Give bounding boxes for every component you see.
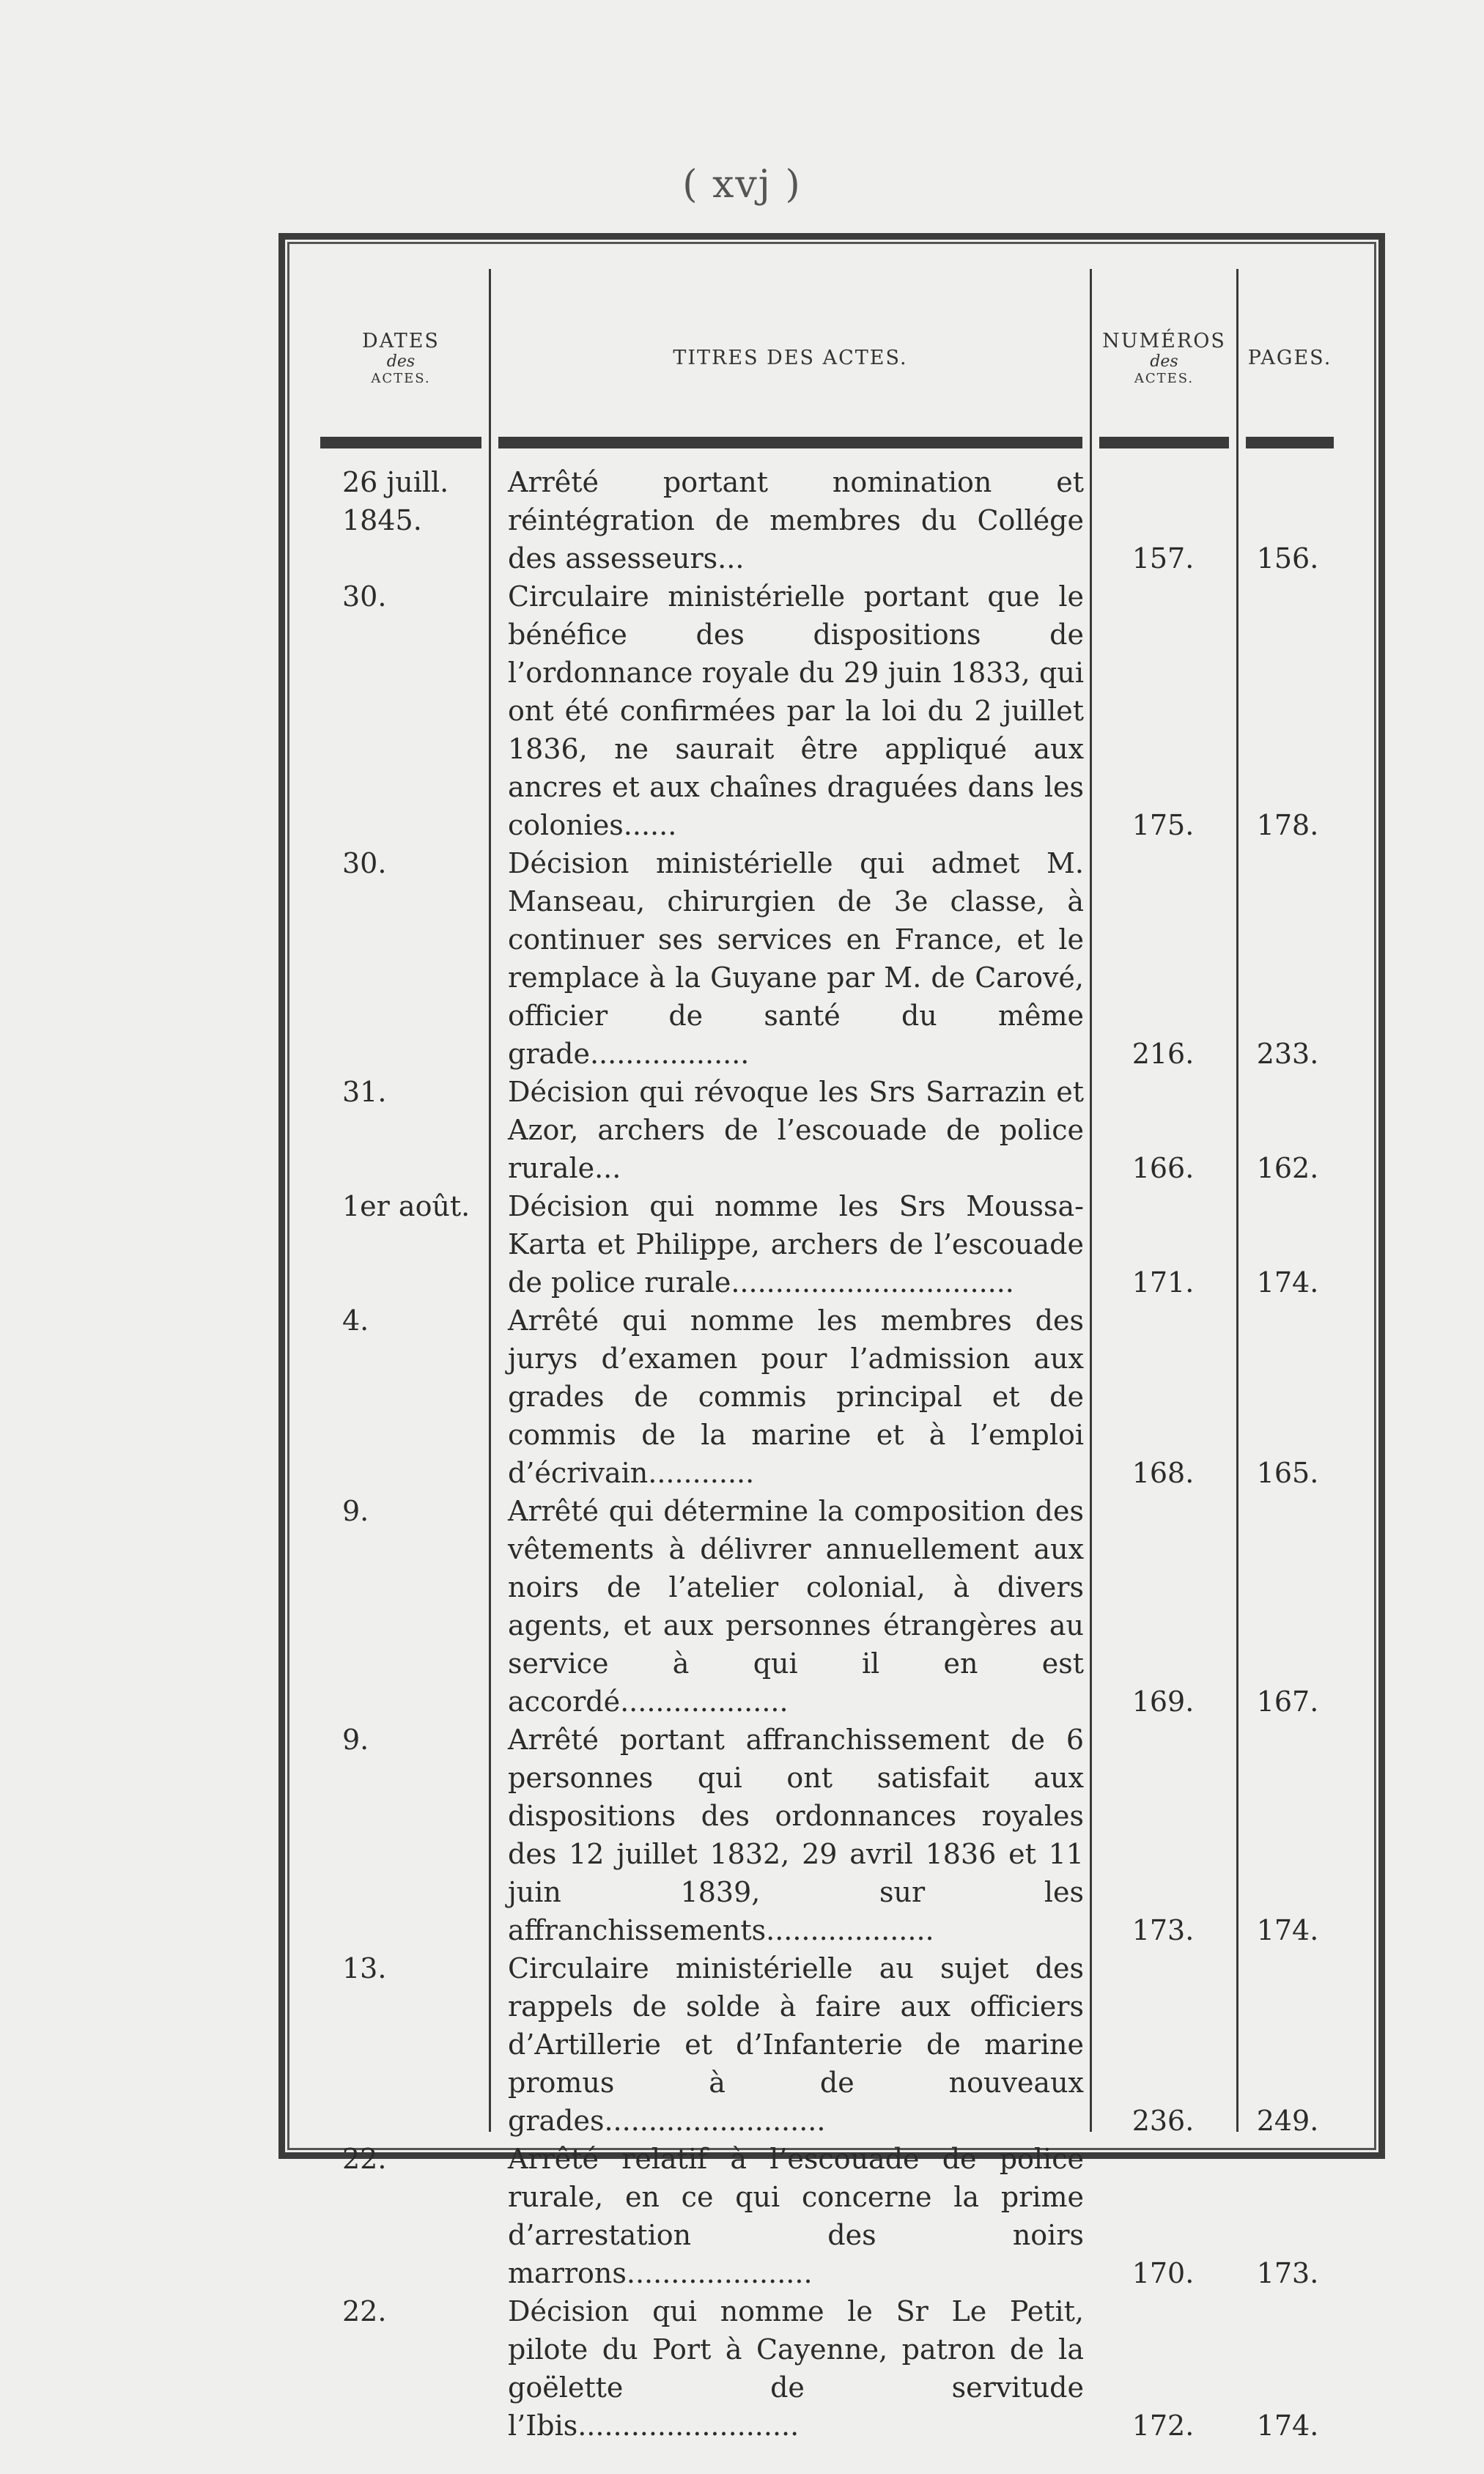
row-date-line: 22. (342, 2295, 387, 2327)
row-date-line: 13. (342, 1952, 387, 1984)
row-act-number: 173. (1132, 1914, 1195, 1946)
row-date-line: 31. (342, 1076, 387, 1108)
row-page-number: 174. (1256, 2410, 1319, 2442)
row-page-number: 162. (1256, 1152, 1319, 1184)
row-title: Décision qui révoque les Srs Sarrazin et Azor, archers de l’escouade de police rurale... (508, 1076, 1084, 1184)
row-title: Circulaire ministérielle au sujet des rappels de solde à faire aux officiers d’Artillerie et d’Infanterie de marine promus à de nouveaux grades......................... (508, 1952, 1084, 2137)
row-date-line: 22. (342, 2143, 387, 2175)
row-title: Décision ministérielle qui admet M. Manseau, chirurgien de 3e classe, à continuer ses services en France, et le remplace à la Guyane par M. de Carové, officier de santé du même grade.................. (508, 847, 1084, 1070)
row-page-number: 233. (1256, 1038, 1319, 1070)
row-date-line: 4. (342, 1304, 369, 1337)
table-frame (278, 233, 1385, 2442)
page-number: ( xvj ) (682, 163, 802, 207)
table-row (313, 1187, 1358, 1301)
row-title: Arrêté portant affranchissement de 6 personnes qui ont satisfait aux dispositions des ordonnances royales des 12 juillet 1832, 29 avril 1836 et 11 juin 1839, sur les affranchissements................... (508, 1724, 1084, 1946)
table-row (313, 1301, 1358, 1492)
table-row (313, 577, 1358, 844)
row-title: Arrêté portant nomination et réintégration de membres du Collége des assesseurs... (508, 466, 1084, 575)
row-act-number: 168. (1132, 1457, 1195, 1489)
row-page-number: 174. (1256, 1266, 1319, 1299)
header-rule (1099, 437, 1229, 448)
header-dates (313, 295, 489, 420)
header-dates-line2: des (386, 352, 416, 371)
row-date (313, 1721, 489, 1759)
row-date-line: 30. (342, 580, 387, 613)
row-act-number: 169. (1132, 1685, 1195, 1718)
table-row (313, 844, 1358, 1073)
table-body (313, 269, 1358, 2442)
row-page-number: 167. (1256, 1685, 1319, 1718)
table-row (313, 463, 1358, 577)
header-dates-line3: ACTES. (371, 370, 431, 386)
row-date-line: 30. (342, 847, 387, 879)
row-date-line: 9. (342, 1495, 369, 1527)
table-row (313, 1949, 1358, 2140)
table-row (313, 1492, 1358, 1721)
table-rows (313, 463, 1358, 2445)
row-date (313, 844, 489, 882)
row-date (313, 1492, 489, 1530)
row-title: Arrêté qui nomme les membres des jurys d’examen pour l’admission aux grades de commis principal et de commis de la marine et à l’emploi d’écrivain............ (508, 1304, 1084, 1489)
row-title: Circulaire ministérielle portant que le bénéfice des dispositions de l’ordonnance royale du 29 juin 1833, qui ont été confirmées par la loi du 2 juillet 1836, ne saurait être appliqué aux ancres et aux chaînes draguées dans les colonies...... (508, 580, 1084, 841)
row-page-number: 156. (1256, 542, 1319, 575)
row-date-line: 9. (342, 1724, 369, 1756)
row-date-line: 1er août. (342, 1190, 470, 1222)
row-page-number: 174. (1256, 1914, 1319, 1946)
header-titles (491, 295, 1090, 420)
table-row (313, 1073, 1358, 1187)
row-date (313, 463, 489, 539)
table-row (313, 2140, 1358, 2292)
row-page-number: 178. (1256, 809, 1319, 841)
row-act-number: 175. (1132, 809, 1195, 841)
row-act-number: 171. (1132, 1266, 1195, 1299)
header-titles-label: TITRES DES ACTES. (673, 346, 908, 369)
header-dates-line1: DATES (362, 329, 440, 352)
row-date (313, 577, 489, 616)
row-page-number: 165. (1256, 1457, 1319, 1489)
row-act-number: 172. (1132, 2410, 1195, 2442)
row-act-number: 166. (1132, 1152, 1195, 1184)
header-numbers-line2: des (1150, 352, 1178, 371)
row-date (313, 2292, 489, 2330)
row-title: Arrêté relatif à l’escouade de police rurale, en ce qui concerne la prime d’arrestation des noirs marrons..................... (508, 2143, 1084, 2289)
row-date (313, 1073, 489, 1111)
row-title: Arrêté qui détermine la composition des vêtements à délivrer annuellement aux noirs de l’atelier colonial, à divers agents, et aux personnes étrangères au service à qui il en est accordé................... (508, 1495, 1084, 1718)
row-date (313, 2140, 489, 2178)
row-date (313, 1187, 489, 1225)
header-numbers-line3: ACTES. (1134, 370, 1195, 386)
table-row (313, 1721, 1358, 1949)
row-date (313, 1301, 489, 1340)
row-title: Décision qui nomme le Sr Le Petit, pilote du Port à Cayenne, patron de la goëlette de servitude l’Ibis......................... (508, 2295, 1084, 2442)
row-title: Décision qui nomme les Srs Moussa-Karta et Philippe, archers de l’escouade de police rurale................................ (508, 1190, 1084, 1299)
row-act-number: 157. (1132, 542, 1195, 575)
row-page-number: 173. (1256, 2257, 1319, 2289)
header-rule (320, 437, 481, 448)
header-numbers (1092, 295, 1236, 420)
row-page-number: 249. (1256, 2105, 1319, 2137)
row-date-year: 1845. (342, 504, 422, 536)
row-date (313, 1949, 489, 1987)
table-row (313, 2292, 1358, 2445)
row-date-line: 26 juill. (342, 466, 449, 498)
header-pages-label: PAGES. (1247, 346, 1332, 369)
row-act-number: 236. (1132, 2105, 1195, 2137)
header-numbers-line1: NUMÉROS (1102, 329, 1226, 352)
header-rule (1246, 437, 1334, 448)
header-pages (1238, 295, 1341, 420)
row-act-number: 216. (1132, 1038, 1195, 1070)
row-act-number: 170. (1132, 2257, 1195, 2289)
header-rule (498, 437, 1082, 448)
